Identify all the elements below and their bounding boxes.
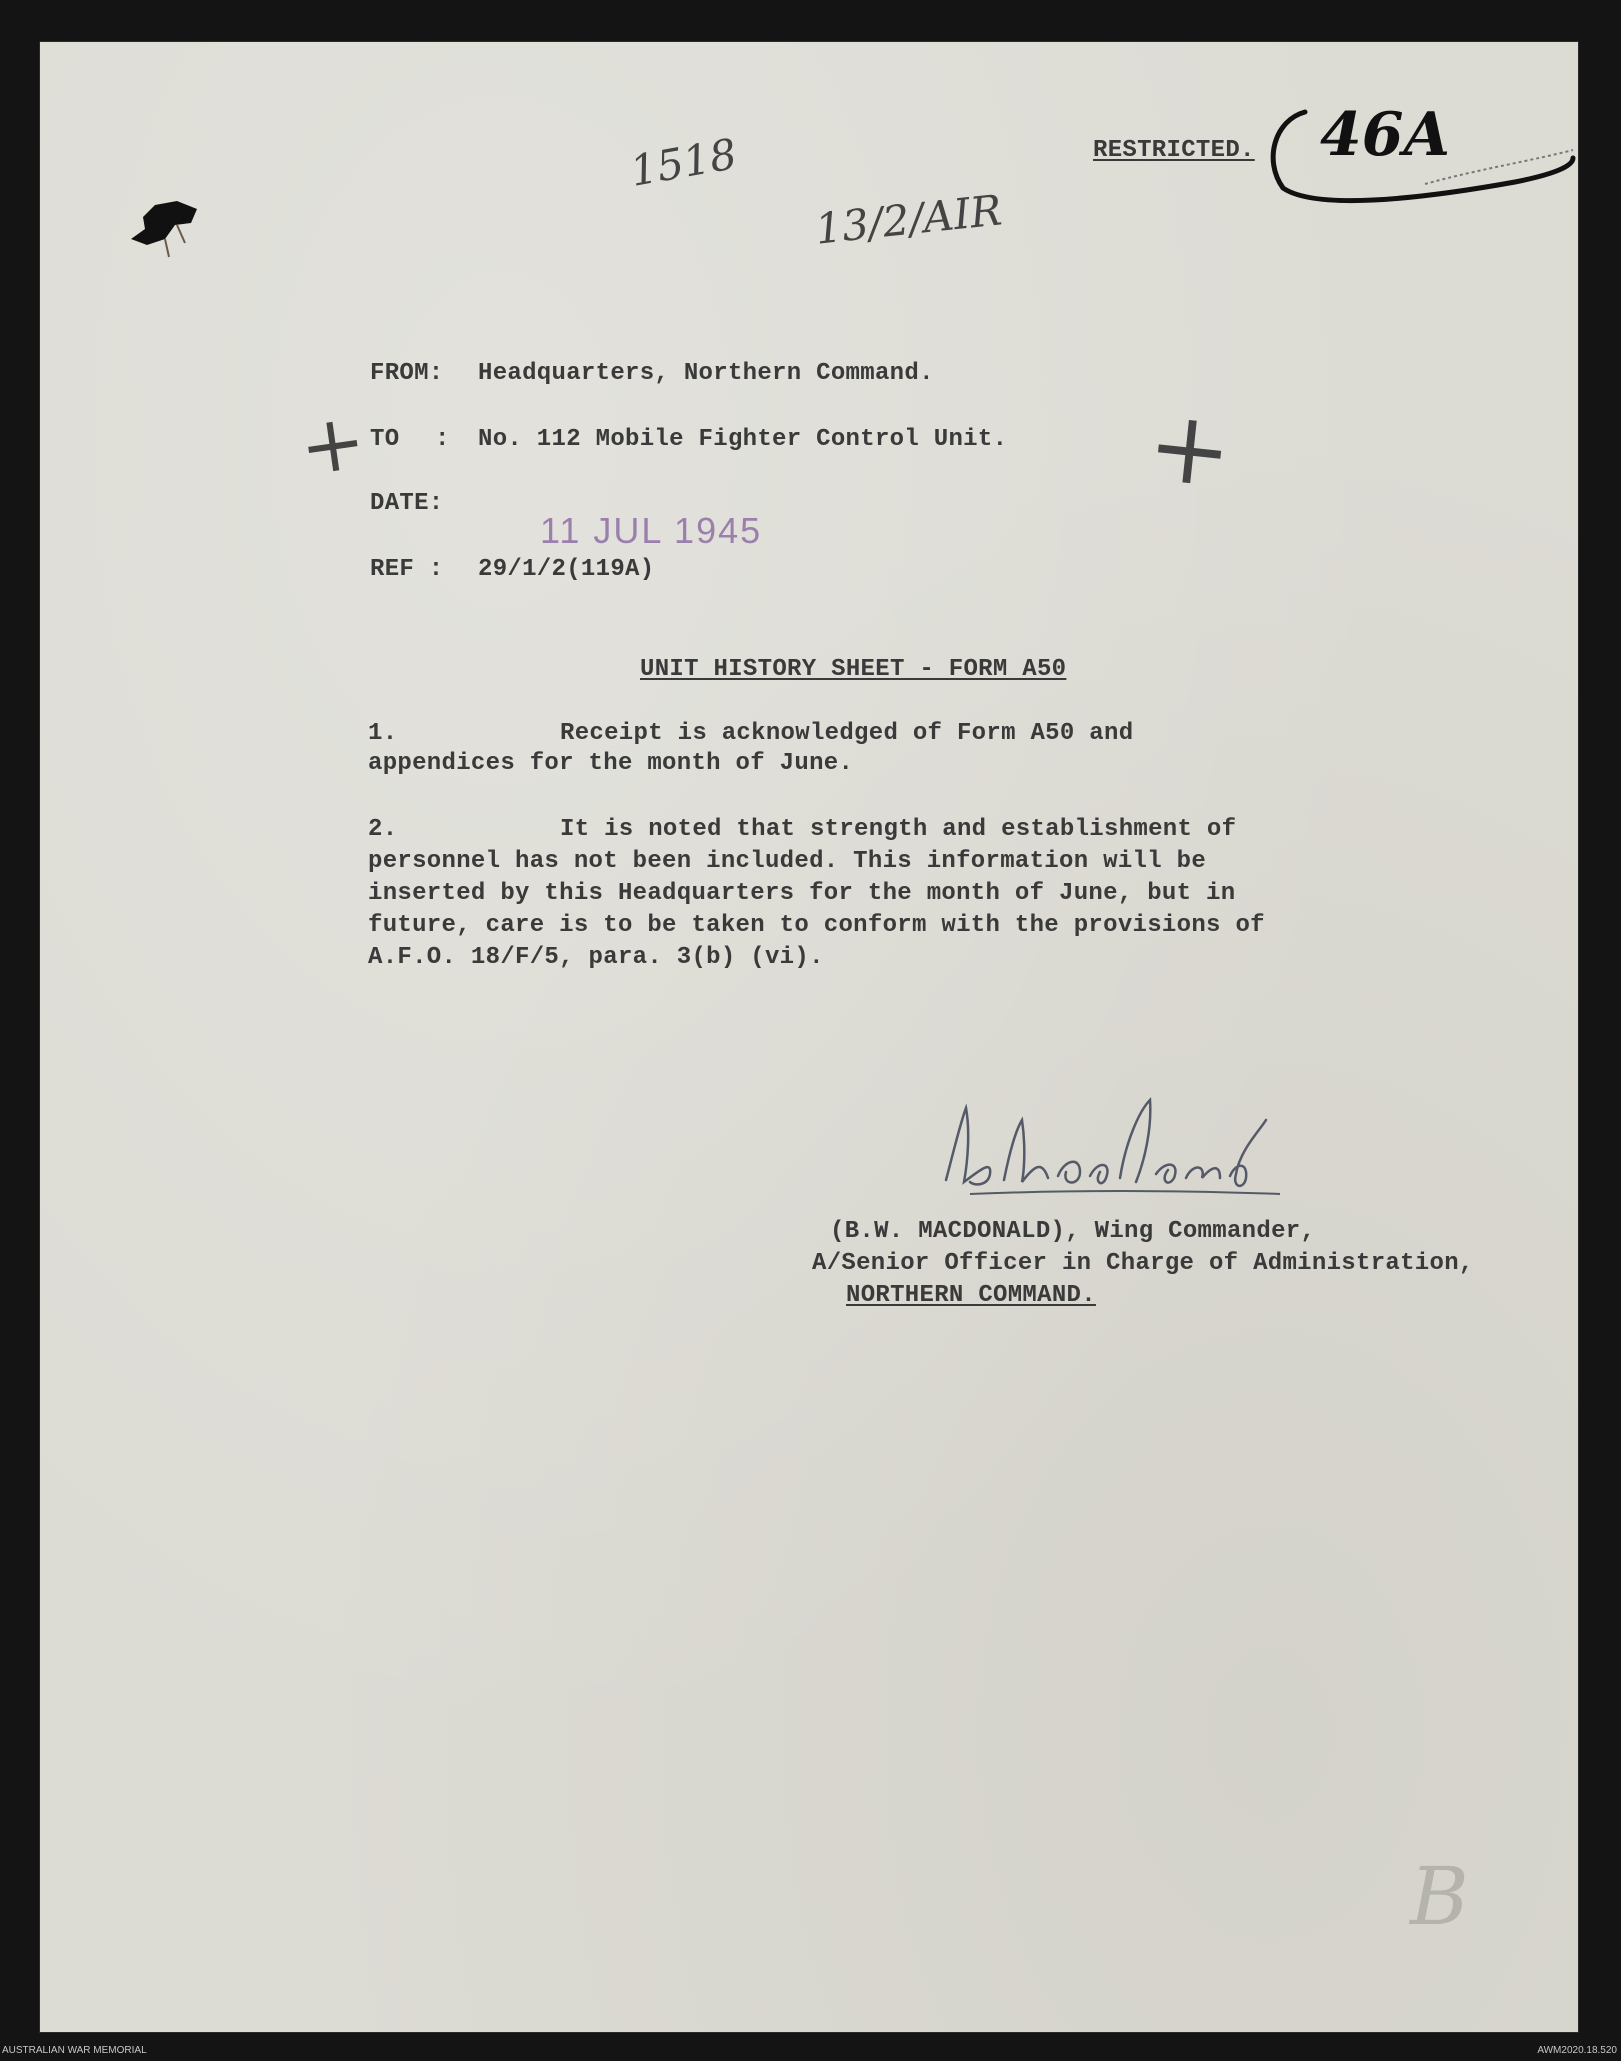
paragraph-line: inserted by this Headquarters for the month of June, but in	[368, 880, 1236, 907]
paragraph-number: 2.	[368, 816, 398, 843]
date-stamp: 11 JUL 1945	[540, 510, 763, 551]
paragraph-line: A.F.O. 18/F/5, para. 3(b) (vi).	[368, 944, 824, 971]
handwritten-mark-left: +	[294, 395, 372, 495]
handwritten-mark-bottom: B	[1410, 1850, 1469, 1943]
handwritten-signature	[930, 1090, 1290, 1210]
signatory-title: A/Senior Officer in Charge of Administration,	[812, 1250, 1474, 1277]
classification-label: RESTRICTED.	[1093, 137, 1255, 164]
from-value: Headquarters, Northern Command.	[478, 360, 934, 387]
folio-number: 46A	[1320, 100, 1451, 170]
to-label: TO	[370, 426, 400, 453]
handwritten-number: 1518	[626, 129, 741, 196]
to-value: No. 112 Mobile Fighter Control Unit.	[478, 426, 1008, 453]
paragraph-first-line: It is noted that strength and establishment of	[560, 816, 1237, 843]
signature-text	[1000, 1150, 1059, 1159]
date-label: DATE:	[370, 490, 444, 517]
paragraph-number: 1.	[368, 720, 398, 747]
subject-heading: UNIT HISTORY SHEET - FORM A50	[640, 656, 1067, 683]
document-page	[40, 42, 1578, 2032]
paper-damage-mark	[125, 195, 215, 275]
footer-institution: AUSTRALIAN WAR MEMORIAL	[2, 2045, 147, 2056]
paragraph-line: appendices for the month of June.	[368, 750, 854, 777]
ref-value: 29/1/2(119A)	[478, 556, 655, 583]
to-separator: :	[435, 426, 450, 453]
footer-accession: AWM2020.18.520	[1537, 2045, 1617, 2056]
handwritten-file-ref: 13/2/AIR	[812, 185, 1005, 254]
signatory-name: (B.W. MACDONALD), Wing Commander,	[830, 1218, 1316, 1245]
signatory-command: NORTHERN COMMAND.	[846, 1282, 1096, 1309]
paragraph-line: personnel has not been included. This information will be	[368, 848, 1207, 875]
paragraph-line: future, care is to be taken to conform with the provisions of	[368, 912, 1265, 939]
paragraph-first-line: Receipt is acknowledged of Form A50 and	[560, 720, 1134, 747]
handwritten-mark-right: +	[1142, 385, 1238, 512]
from-label: FROM:	[370, 360, 444, 387]
ref-label: REF :	[370, 556, 444, 583]
